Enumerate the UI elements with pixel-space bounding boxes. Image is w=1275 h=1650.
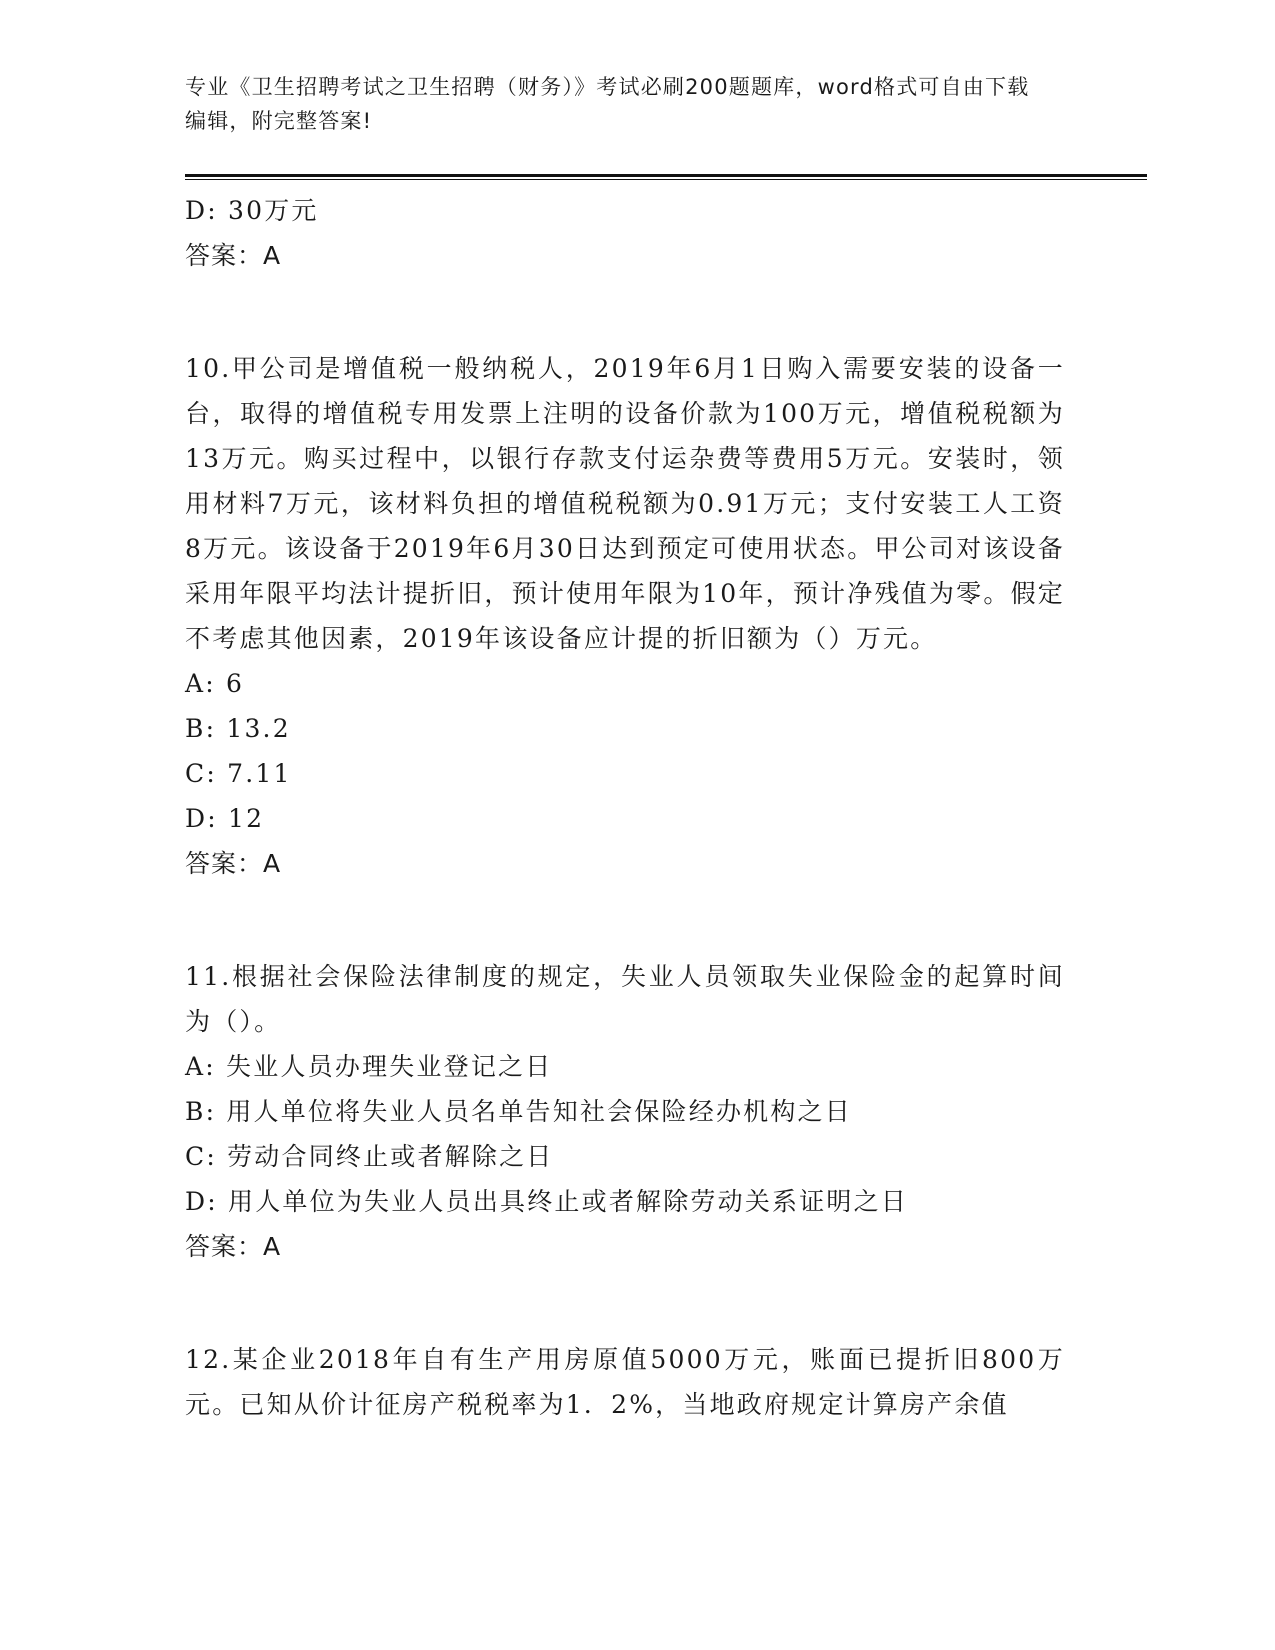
question-11-option-c: C: 劳动合同终止或者解除之日	[185, 1142, 554, 1171]
question-10-option-a: A: 6	[185, 669, 245, 698]
question-11-stem: 11.根据社会保险法律制度的规定，失业人员领取失业保险金的起算时间为（）。	[185, 962, 1065, 1036]
question-11-answer: 答案：A	[185, 1232, 282, 1261]
question-11-option-d: D: 用人单位为失业人员出具终止或者解除劳动关系证明之日	[185, 1187, 909, 1216]
question-11	[185, 954, 1105, 1269]
question-11-option-a: A: 失业人员办理失业登记之日	[185, 1052, 553, 1081]
question-content	[185, 188, 1105, 1427]
header-divider	[185, 174, 1147, 180]
prev-answer: 答案：A	[185, 241, 282, 270]
document-page	[185, 70, 1105, 1427]
question-10-option-b: B: 13.2	[185, 714, 291, 743]
question-10-option-d: D: 12	[185, 804, 265, 833]
page-header: 专业《卫生招聘考试之卫生招聘（财务）》考试必刷200题题库，word格式可自由下载编辑，附完整答案!	[185, 75, 1030, 133]
question-12	[185, 1337, 1105, 1427]
prev-option-d: D: 30万元	[185, 196, 319, 225]
question-10-answer: 答案：A	[185, 849, 282, 878]
question-10-option-c: C: 7.11	[185, 759, 292, 788]
question-12-stem: 12.某企业2018年自有生产用房原值5000万元，账面已提折旧800万元。已知从价计征房产税税率为1．2%，当地政府规定计算房产余值	[185, 1345, 1065, 1419]
question-10	[185, 346, 1105, 886]
question-10-stem: 10.甲公司是增值税一般纳税人，2019年6月1日购入需要安装的设备一台，取得的增值税专用发票上注明的设备价款为100万元，增值税税额为13万元。购买过程中，以银行存款支付运杂费等费用5万元。安装时，领用材料7万元，该材料负担的增值税税额为0.91万元；支付安装工人工资8万元。该设备于2019年6月30日达到预定可使用状态。甲公司对该设备采用年限平均法计提折旧，预计使用年限为10年，预计净残值为零。假定不考虑其他因素，2019年该设备应计提的折旧额为（）万元。	[185, 354, 1065, 653]
question-11-option-b: B: 用人单位将失业人员名单告知社会保险经办机构之日	[185, 1097, 852, 1126]
